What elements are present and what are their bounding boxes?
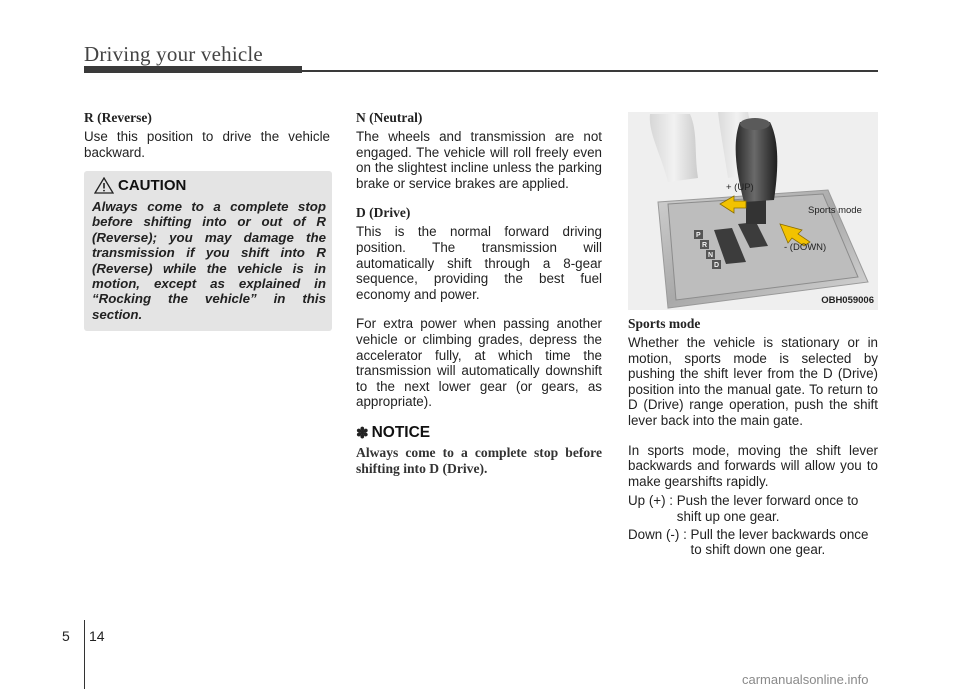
caution-title: CAUTION <box>118 177 187 194</box>
sports-mode-text-2: In sports mode, moving the shift lever backwards and forwards will allow you to make gearshifts rapidly. <box>628 442 878 489</box>
header-rule-thin <box>300 70 878 72</box>
notice-header <box>356 424 602 442</box>
header-rule-thick <box>84 66 302 73</box>
list-key-down: Down (-) <box>628 526 680 542</box>
figure-code: OBH059006 <box>821 295 874 306</box>
list-text-up: Push the lever forward once to shift up one gear. <box>676 493 859 524</box>
watermark-link[interactable]: carmanualsonline.info <box>742 672 869 687</box>
reverse-heading: R (Reverse) <box>84 110 152 125</box>
drive-text-2: For extra power when passing another vehicle or climbing grades, depress the accelerator fully, at which time the transmission will automatically downshift to the next lower gear (or gears, as appropriate). <box>356 316 602 410</box>
notice-title: NOTICE <box>371 423 431 441</box>
caution-box <box>84 171 332 331</box>
notice-text: Always come to a complete stop before shifting into D (Drive). <box>356 444 602 476</box>
notice-star-icon: ✽ <box>356 424 369 442</box>
sports-mode-text-1: Whether the vehicle is stationary or in motion, sports mode is selected by pushing the shift lever from the D (Drive) position into the manual gate. To return to D (Drive) range operation, push the shift lever back into the main gate. <box>628 335 878 428</box>
page-number: 14 <box>89 628 105 644</box>
list-key-up: Up (+) <box>628 493 666 509</box>
list-item-down <box>628 527 878 558</box>
list-item-up <box>628 493 878 524</box>
gate-letter-p: P <box>696 232 701 239</box>
sports-mode-section <box>628 316 878 558</box>
gate-letter-n: N <box>708 252 714 259</box>
gear-shift-figure <box>628 112 878 310</box>
caution-text: Always come to a complete stop before shifting into or out of R (Reverse); you may damage the transmission if you shift into R (Reverse) while the vehicle is in motion, except as explained in “Rocking the vehicle” in this section. <box>92 199 326 322</box>
list-sep-up: : <box>665 493 677 509</box>
warning-triangle-icon <box>94 177 114 194</box>
gate-letter-r: R <box>702 242 708 249</box>
up-label: + (UP) <box>726 182 754 193</box>
caution-header <box>94 177 186 194</box>
gate-letter-d: D <box>714 262 720 269</box>
down-label: - (DOWN) <box>784 242 827 253</box>
sports-mode-label: Sports mode <box>808 205 862 216</box>
drive-heading: D (Drive) <box>356 205 411 221</box>
neutral-heading: N (Neutral) <box>356 110 423 125</box>
column-middle <box>356 110 602 476</box>
sports-mode-heading: Sports mode <box>628 316 701 331</box>
page-header-title: Driving your vehicle <box>84 42 263 66</box>
chapter-number: 5 <box>62 628 70 644</box>
list-text-down: Pull the lever backwards once to shift down one gear. <box>690 526 869 558</box>
neutral-text: The wheels and transmission are not engaged. The vehicle will roll freely even on the slightest incline unless the parking brake or service brakes are applied. <box>356 129 602 191</box>
reverse-text: Use this position to drive the vehicle backward. <box>84 129 330 160</box>
column-left <box>84 110 330 174</box>
drive-text-1: This is the normal forward driving position. The transmission will automatically shift through a 8-gear sequence, providing the best fuel economy and power. <box>356 224 602 302</box>
footer-divider <box>84 620 85 689</box>
list-sep-down: : <box>679 526 691 542</box>
